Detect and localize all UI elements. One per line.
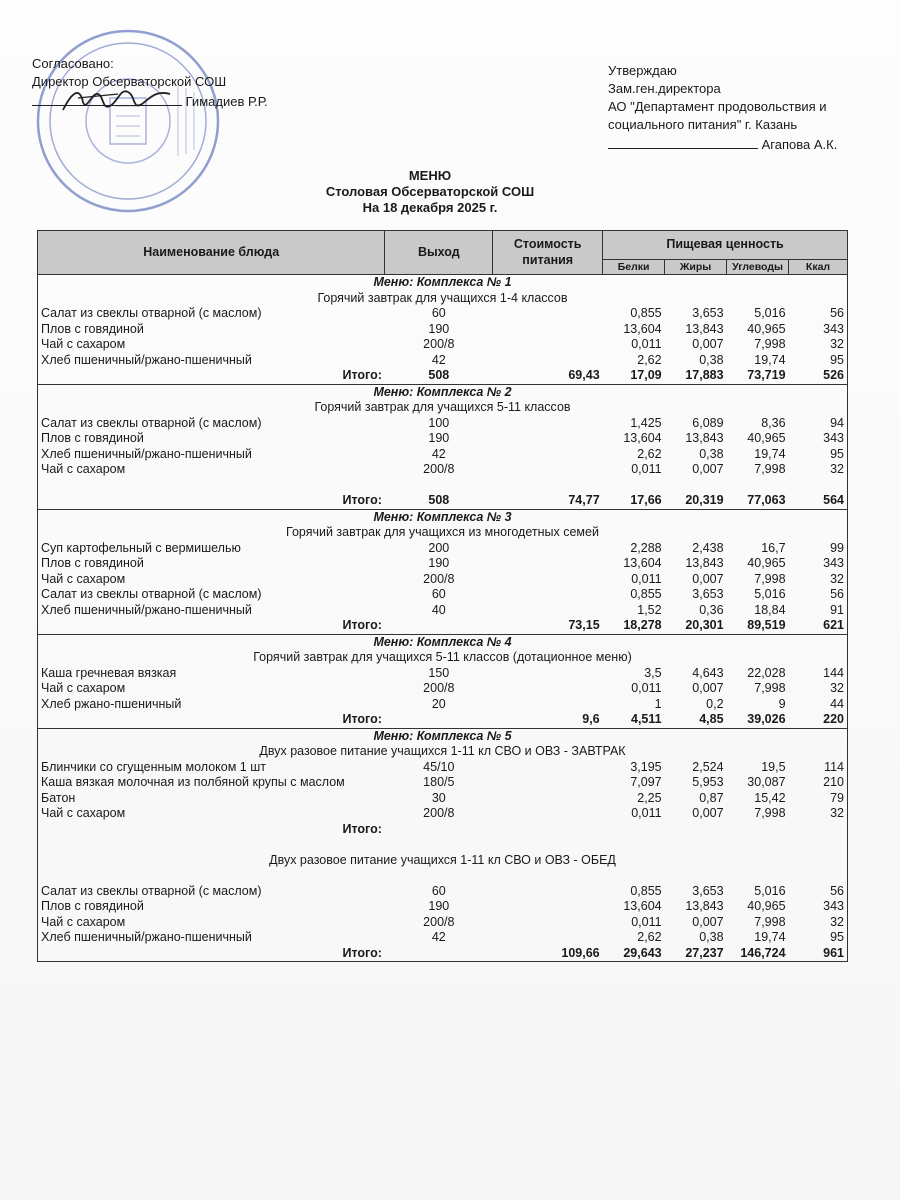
dish-output: 200/8 <box>423 806 455 820</box>
empty-cell <box>789 822 848 838</box>
spacer <box>38 868 848 884</box>
dish-kcal: 94 <box>830 415 844 430</box>
dish-protein: 2,288 <box>630 540 662 555</box>
complex-title: Меню: Комплекса № 5 <box>38 728 848 744</box>
complex-subtitle: Горячий завтрак для учащихся 5-11 классов <box>314 400 571 414</box>
complex-subtitle-row <box>38 650 848 666</box>
dish-output: 20 <box>431 696 446 711</box>
dish-fat: 0,2 <box>706 696 724 711</box>
complex-block <box>38 509 848 634</box>
dish-cost <box>493 666 603 682</box>
header-fat: Жиры <box>665 260 727 275</box>
table-row <box>38 697 848 713</box>
dish-carbs: 7,998 <box>754 337 786 351</box>
total-fat: 20,319 <box>685 493 724 507</box>
dish-protein: 0,011 <box>631 681 662 695</box>
complex-block <box>38 384 848 509</box>
header-protein: Белки <box>603 260 665 275</box>
complex-title-row <box>38 384 848 400</box>
dish-protein: 13,604 <box>623 431 662 445</box>
dish-cost <box>493 930 603 946</box>
dish-output: 180/5 <box>423 775 455 789</box>
dish-fat: 0,007 <box>692 681 724 695</box>
dish-name: Чай с сахаром <box>41 337 126 351</box>
complex-title-row <box>38 509 848 525</box>
dish-name: Хлеб пшеничный/ржано-пшеничный <box>41 446 252 461</box>
table-row <box>38 353 848 369</box>
table-row <box>38 915 848 931</box>
dish-name: Плов с говядиной <box>41 431 144 445</box>
dish-output: 60 <box>431 587 446 601</box>
dish-name: Салат из свеклы отварной (с маслом) <box>41 415 262 430</box>
table-row <box>38 775 848 791</box>
dish-name: Хлеб пшеничный/ржано-пшеничный <box>41 602 252 617</box>
dish-cost <box>493 884 603 900</box>
empty-cell <box>727 822 789 838</box>
dish-protein: 2,62 <box>637 446 662 461</box>
table-row <box>38 416 848 432</box>
dish-kcal: 210 <box>823 775 844 789</box>
dish-carbs: 9 <box>778 696 786 711</box>
total-carbs: 77,063 <box>747 493 786 507</box>
dish-name: Салат из свеклы отварной (с маслом) <box>41 306 262 320</box>
dish-name: Батон <box>41 790 76 805</box>
dish-cost <box>493 322 603 338</box>
dish-protein: 2,62 <box>637 352 662 367</box>
dish-output: 200/8 <box>423 914 455 929</box>
subtotal-label: Итого: <box>342 821 382 836</box>
dish-name: Суп картофельный с вермишелью <box>41 540 241 555</box>
dish-fat: 6,089 <box>692 415 724 430</box>
dish-output: 190 <box>428 899 450 913</box>
dish-carbs: 7,998 <box>754 914 786 929</box>
total-carbs: 89,519 <box>747 618 786 632</box>
spacer <box>38 478 848 494</box>
dish-name: Плов с говядиной <box>41 321 144 336</box>
total-kcal: 220 <box>823 712 844 726</box>
dish-kcal: 343 <box>823 321 844 336</box>
dish-kcal: 91 <box>830 602 844 617</box>
total-kcal: 564 <box>823 493 844 507</box>
dish-output: 42 <box>431 446 446 461</box>
dish-carbs: 40,965 <box>747 556 786 570</box>
complex-subtitle: Двух разовое питание учащихся 1-11 кл СВО и ОВЗ - ОБЕД <box>269 852 616 867</box>
dish-carbs: 8,36 <box>761 415 786 430</box>
dish-protein: 0,855 <box>630 306 662 320</box>
spacer-row <box>38 478 848 494</box>
dish-name: Каша гречневая вязкая <box>41 665 177 680</box>
empty-cell <box>493 822 603 838</box>
total-kcal: 621 <box>823 618 844 632</box>
dish-output: 190 <box>428 321 450 336</box>
dish-cost <box>493 556 603 572</box>
total-cost: 109,66 <box>561 945 600 960</box>
dish-fat: 3,653 <box>692 306 724 320</box>
dish-name: Хлеб пшеничный/ржано-пшеничный <box>41 352 252 367</box>
dish-carbs: 30,087 <box>747 775 786 789</box>
dish-cost <box>493 572 603 588</box>
dish-cost <box>493 697 603 713</box>
header-cost: Стоимость питания <box>493 231 603 275</box>
total-fat: 27,237 <box>685 945 724 960</box>
dish-cost <box>493 416 603 432</box>
header-nutrition: Пищевая ценность <box>603 231 848 260</box>
total-output <box>385 618 493 634</box>
table-row <box>38 337 848 353</box>
dish-kcal: 32 <box>830 571 844 586</box>
dish-fat: 2,524 <box>692 759 724 774</box>
dish-cost <box>493 541 603 557</box>
spacer-row <box>38 837 848 853</box>
dish-name: Салат из свеклы отварной (с маслом) <box>41 587 262 601</box>
complex-subtitle: Горячий завтрак для учащихся 1-4 классов <box>317 290 568 305</box>
dish-protein: 1 <box>654 696 662 711</box>
table-row <box>38 760 848 776</box>
dish-protein: 3,195 <box>630 759 662 774</box>
complex-title: Меню: Комплекса № 2 <box>38 384 848 400</box>
dish-cost <box>493 431 603 447</box>
dish-protein: 1,52 <box>637 602 662 617</box>
dish-name: Чай с сахаром <box>41 806 126 820</box>
dish-protein: 0,011 <box>631 806 662 820</box>
total-output <box>385 712 493 728</box>
dish-name: Хлеб ржано-пшеничный <box>41 696 182 711</box>
dish-carbs: 19,5 <box>761 759 786 774</box>
table-row <box>38 806 848 822</box>
total-row <box>38 946 848 962</box>
dish-fat: 13,843 <box>685 556 724 570</box>
dish-kcal: 95 <box>830 930 844 944</box>
dish-output: 200 <box>428 540 450 555</box>
dish-protein: 0,855 <box>630 883 662 898</box>
complex-subtitle-row <box>38 744 848 760</box>
menu-table <box>37 230 848 962</box>
complex-title-row <box>38 634 848 650</box>
dish-kcal: 56 <box>830 587 844 601</box>
dish-carbs: 5,016 <box>754 587 786 601</box>
total-kcal: 961 <box>823 945 844 960</box>
dish-fat: 0,007 <box>692 571 724 586</box>
empty-cell <box>665 822 727 838</box>
approval-signer: Гимадиев Р.Р. <box>185 94 268 109</box>
dish-name: Чай с сахаром <box>41 571 126 586</box>
approved-org-line1: АО "Департамент продовольствия и <box>608 99 827 114</box>
total-fat: 17,883 <box>685 368 724 382</box>
dish-kcal: 44 <box>830 696 844 711</box>
dish-cost <box>493 337 603 353</box>
table-row <box>38 666 848 682</box>
complex-title: Меню: Комплекса № 3 <box>38 509 848 525</box>
total-label: Итого: <box>342 945 382 960</box>
dish-fat: 0,007 <box>692 914 724 929</box>
dish-protein: 0,011 <box>631 337 662 351</box>
dish-cost <box>493 462 603 478</box>
dish-carbs: 18,84 <box>754 602 786 617</box>
complex-subtitle-row <box>38 853 848 869</box>
table-row <box>38 556 848 572</box>
table-row <box>38 587 848 603</box>
dish-kcal: 56 <box>830 883 844 898</box>
total-cost: 69,43 <box>568 368 600 382</box>
dish-protein: 13,604 <box>623 556 662 570</box>
title-menu: МЕНЮ <box>408 168 452 183</box>
total-protein: 18,278 <box>623 618 662 632</box>
approval-label: Согласовано: <box>32 56 114 71</box>
dish-cost <box>493 681 603 697</box>
table-row <box>38 791 848 807</box>
table-row <box>38 572 848 588</box>
dish-output: 30 <box>431 790 446 805</box>
total-row <box>38 368 848 384</box>
total-output: 508 <box>428 493 450 507</box>
dish-output: 190 <box>428 431 450 445</box>
dish-carbs: 19,74 <box>754 930 786 944</box>
complex-block <box>38 728 848 962</box>
dish-name: Чай с сахаром <box>41 914 126 929</box>
dish-output: 42 <box>431 352 446 367</box>
dish-kcal: 56 <box>830 306 844 320</box>
dish-cost <box>493 353 603 369</box>
dish-name: Каша вязкая молочная из полбяной крупы с маслом <box>41 775 345 789</box>
complex-block <box>38 634 848 728</box>
dish-fat: 3,653 <box>692 883 724 898</box>
dish-fat: 13,843 <box>685 321 724 336</box>
subtotal-row <box>38 822 848 838</box>
dish-carbs: 40,965 <box>747 431 786 445</box>
dish-kcal: 343 <box>823 899 844 913</box>
total-protein: 4,511 <box>631 712 662 726</box>
dish-output: 150 <box>428 665 450 680</box>
dish-carbs: 7,998 <box>754 462 786 476</box>
signature-line <box>608 134 758 149</box>
dish-carbs: 15,42 <box>754 790 786 805</box>
table-row <box>38 462 848 478</box>
dish-cost <box>493 806 603 822</box>
dish-fat: 0,87 <box>699 790 724 805</box>
dish-protein: 3,5 <box>644 665 662 680</box>
dish-kcal: 144 <box>823 665 844 680</box>
spacer-row <box>38 868 848 884</box>
dish-cost <box>493 915 603 931</box>
complex-subtitle: Двух разовое питание учащихся 1-11 кл СВО и ОВЗ - ЗАВТРАК <box>259 744 626 758</box>
dish-fat: 0,38 <box>699 352 724 367</box>
dish-carbs: 40,965 <box>747 321 786 336</box>
table-row <box>38 930 848 946</box>
title-canteen: Столовая Обсерваторской СОШ <box>325 184 535 199</box>
complex-title-row <box>38 728 848 744</box>
complex-title: Меню: Комплекса № 4 <box>38 634 848 650</box>
dish-fat: 0,36 <box>699 602 724 617</box>
header-dish: Наименование блюда <box>38 231 385 275</box>
dish-protein: 13,604 <box>623 321 662 336</box>
total-protein: 17,09 <box>630 368 662 382</box>
dish-cost <box>493 603 603 619</box>
dish-name: Чай с сахаром <box>41 681 126 695</box>
dish-fat: 0,007 <box>692 337 724 351</box>
table-row <box>38 306 848 322</box>
dish-carbs: 22,028 <box>747 665 786 680</box>
header-carbs: Углеводы <box>727 260 789 275</box>
table-row <box>38 884 848 900</box>
dish-protein: 0,011 <box>631 462 662 476</box>
total-label: Итого: <box>342 493 382 507</box>
dish-kcal: 95 <box>830 446 844 461</box>
dish-carbs: 19,74 <box>754 446 786 461</box>
total-cost: 73,15 <box>568 618 600 632</box>
dish-protein: 2,25 <box>637 790 662 805</box>
total-row <box>38 493 848 509</box>
dish-output: 100 <box>428 415 450 430</box>
total-carbs: 146,724 <box>740 945 786 960</box>
header-kcal: Ккал <box>789 260 848 275</box>
dish-output: 60 <box>431 306 446 320</box>
dish-kcal: 32 <box>830 806 844 820</box>
table-row <box>38 541 848 557</box>
dish-kcal: 343 <box>823 556 844 570</box>
dish-kcal: 32 <box>830 914 844 929</box>
complex-title: Меню: Комплекса № 1 <box>38 275 848 291</box>
total-label: Итого: <box>342 712 382 726</box>
total-fat: 20,301 <box>685 618 724 632</box>
dish-protein: 7,097 <box>630 775 662 789</box>
approval-position: Директор Обсерваторской СОШ <box>32 74 227 89</box>
total-label: Итого: <box>342 618 382 632</box>
total-carbs: 39,026 <box>747 712 786 726</box>
spacer <box>38 837 848 853</box>
dish-output: 200/8 <box>423 462 455 476</box>
dish-carbs: 16,7 <box>761 540 786 555</box>
handwritten-signature-icon <box>58 80 178 120</box>
total-output <box>385 946 493 962</box>
dish-protein: 1,425 <box>630 415 662 430</box>
table-row <box>38 899 848 915</box>
dish-kcal: 343 <box>823 431 844 445</box>
dish-carbs: 40,965 <box>747 899 786 913</box>
table-row <box>38 431 848 447</box>
dish-cost <box>493 760 603 776</box>
complex-subtitle: Горячий завтрак для учащихся 5-11 классов (дотационное меню) <box>253 650 632 664</box>
table-row <box>38 447 848 463</box>
dish-kcal: 79 <box>830 790 844 805</box>
dish-kcal: 32 <box>830 462 844 476</box>
dish-cost <box>493 791 603 807</box>
dish-fat: 3,653 <box>692 587 724 601</box>
dish-cost <box>493 447 603 463</box>
dish-protein: 2,62 <box>637 930 662 944</box>
document-title <box>0 168 860 216</box>
total-cost: 74,77 <box>568 493 600 507</box>
dish-carbs: 7,998 <box>754 681 786 695</box>
total-output: 508 <box>428 368 450 382</box>
approved-signer: Агапова А.К. <box>761 137 838 152</box>
complex-subtitle: Горячий завтрак для учащихся из многодетных семей <box>286 525 599 539</box>
dish-output: 200/8 <box>423 337 455 351</box>
dish-fat: 13,843 <box>685 899 724 913</box>
total-row <box>38 618 848 634</box>
table-row <box>38 322 848 338</box>
total-protein: 29,643 <box>623 945 662 960</box>
dish-name: Чай с сахаром <box>41 462 126 476</box>
dish-fat: 5,953 <box>692 775 724 789</box>
dish-output: 200/8 <box>423 571 455 586</box>
dish-output: 200/8 <box>423 681 455 695</box>
dish-name: Хлеб пшеничный/ржано-пшеничный <box>41 930 252 944</box>
complex-subtitle-row <box>38 291 848 307</box>
dish-output: 42 <box>431 930 446 944</box>
total-carbs: 73,719 <box>747 368 786 382</box>
dish-kcal: 95 <box>830 352 844 367</box>
dish-carbs: 5,016 <box>754 306 786 320</box>
empty-cell <box>603 822 665 838</box>
total-row <box>38 712 848 728</box>
title-date: На 18 декабря 2025 г. <box>362 200 498 215</box>
complex-title-row <box>38 275 848 291</box>
total-protein: 17,66 <box>630 493 662 507</box>
dish-protein: 0,011 <box>631 914 662 929</box>
complex-subtitle-row <box>38 400 848 416</box>
table-row <box>38 603 848 619</box>
complex-subtitle-row <box>38 525 848 541</box>
dish-cost <box>493 306 603 322</box>
dish-name: Блинчики со сгущенным молоком 1 шт <box>41 759 266 774</box>
total-label: Итого: <box>342 368 382 382</box>
dish-name: Плов с говядиной <box>41 556 144 570</box>
dish-protein: 13,604 <box>623 899 662 913</box>
dish-kcal: 114 <box>824 759 844 774</box>
dish-protein: 0,855 <box>630 587 662 601</box>
approved-block <box>608 62 837 154</box>
dish-kcal: 32 <box>830 337 844 351</box>
dish-output: 190 <box>428 556 450 570</box>
complex-block <box>38 275 848 385</box>
total-cost: 9,6 <box>582 712 600 726</box>
dish-carbs: 5,016 <box>754 883 786 898</box>
dish-cost <box>493 899 603 915</box>
dish-fat: 4,643 <box>692 665 724 680</box>
approved-position: Зам.ген.директора <box>608 81 721 96</box>
approved-label: Утверждаю <box>608 63 677 78</box>
header-output: Выход <box>385 231 493 275</box>
empty-cell <box>385 822 493 838</box>
dish-cost <box>493 587 603 603</box>
total-fat: 4,85 <box>699 712 724 726</box>
dish-name: Плов с говядиной <box>41 899 144 913</box>
dish-carbs: 7,998 <box>754 571 786 586</box>
dish-fat: 0,007 <box>692 806 724 820</box>
dish-fat: 0,38 <box>699 446 724 461</box>
dish-cost <box>493 775 603 791</box>
dish-output: 60 <box>431 883 446 898</box>
approved-org-line2: социального питания" г. Казань <box>608 117 798 132</box>
dish-kcal: 32 <box>830 681 844 695</box>
total-kcal: 526 <box>823 368 844 382</box>
dish-name: Салат из свеклы отварной (с маслом) <box>41 883 262 898</box>
dish-kcal: 99 <box>830 540 844 555</box>
dish-output: 40 <box>431 602 446 617</box>
dish-fat: 13,843 <box>685 431 724 445</box>
dish-carbs: 19,74 <box>754 352 786 367</box>
dish-output: 45/10 <box>423 759 455 774</box>
dish-carbs: 7,998 <box>754 806 786 820</box>
table-row <box>38 681 848 697</box>
dish-fat: 0,007 <box>692 462 724 476</box>
dish-fat: 2,438 <box>692 540 724 555</box>
dish-protein: 0,011 <box>631 571 662 586</box>
dish-fat: 0,38 <box>699 930 724 944</box>
